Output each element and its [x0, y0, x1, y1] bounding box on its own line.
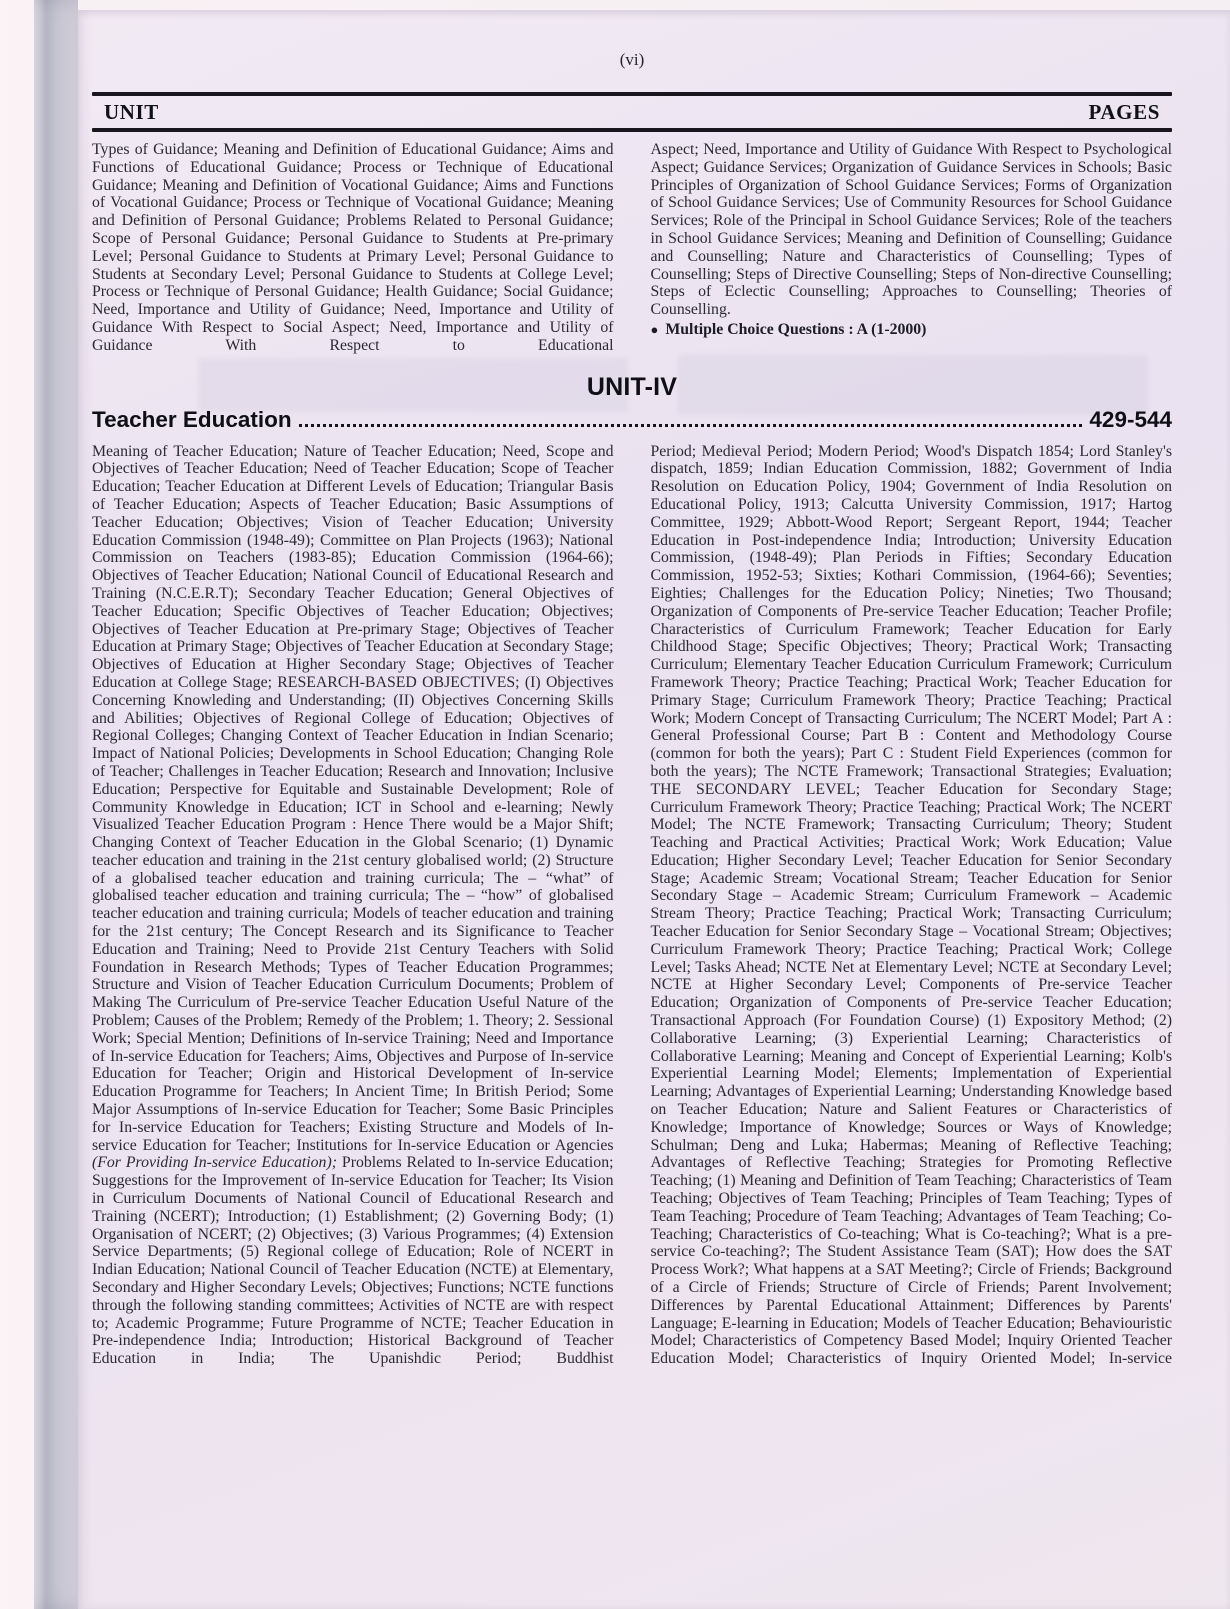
- mcq-line: [651, 321, 1173, 339]
- previous-unit-right-column: [651, 141, 1173, 355]
- previous-unit-left-column: [92, 141, 614, 355]
- entry-page-range: 429-544: [1089, 406, 1172, 432]
- bullet-icon: ●: [650, 321, 659, 337]
- unit-iv-right-text: Period; Medieval Period; Modern Period; Wood's Dispatch 1854; Lord Stanley's dispatch, 1859; Indian Education Commission, 1882; Government of India Resolution on Education Policy, 1904; Government of India Resolution on Educational Policy, 1913; Calcutta University Commission, 1917; Hartog Committee, 1929; Abbott-Wood Report; Sergeant Report, 1944; Teacher Education in Post-independence India; Introduction; University Education Commission, (1948-49); Plan Periods in Fifties; Secondary Education Commission, 1952-53; Sixties; Kothari Commission, (1964-66); Seventies; Eighties; Challenges for the Education Policy; Nineties; Two Thousand; Organization of Components of Pre-service Teacher Education; Teacher Profile; Characteristics of Curriculum Framework; Teacher Education for Early Childhood Stage; Specific Objectives; Theory; Practical Work; Transacting Curriculum; Elementary Teacher Education Curriculum Framework; Curriculum Framework Theory; Practice Teaching; Practical Work; Teacher Education for Primary Stage; Curriculum Framework Theory; Practice Teaching; Practical Work; Modern Concept of Transacting Curriculum; The NCERT Model; Part A : General Professional Course; Part B : Content and Methodology Course (common for both the years); Part C : Student Field Experiences (common for both the years); The NCTE Framework; Transactional Strategies; Evaluation; THE SECONDARY LEVEL; Teacher Education for Secondary Stage; Curriculum Framework Theory; Practice Teaching; Practical Work; The NCERT Model; The NCTE Framework; Transacting Curriculum; Theory; Student Teaching and Practical Activities; Practical Work; Work Education; Value Education; Higher Secondary Level; Teacher Education for Senior Secondary Stage; Academic Stream; Vocational Stream; Teacher Education for Senior Secondary Stage – Academic Stream; Curriculum Framework – Academic Stream Theory; Practice Teaching; Practical Work; Transacting Curriculum; Teacher Education for Senior Secondary Stage – Vocational Stream; Objectives; Curriculum Framework Theory; Practice Teaching; Practical Work; College Level; Tasks Ahead; NCTE Net at Elementary Level; NCTE at Secondary Level; NCTE at Higher Secondary Level; Components of Pre-service Teacher Education; Organization of Components of Pre-service Teacher Education; Transactional Approach (For Foundation Course) (1) Expository Method; (2) Collaborative Learning; (3) Experiential Learning; Characteristics of Collaborative Learning; Meaning and Concept of Experiential Learning; Kolb's Experiential Learning Model; Elements; Implementation of Experiential Learning; Advantages of Experiential Learning; Understanding Knowledge based on Teacher Education; Nature and Salient Features or Characteristics of Knowledge; Importance of Knowledge; Sources or Ways of Knowledge; Schulman; Deng and Luka; Habermas; Meaning of Reflective Teaching; Advantages of Reflective Teaching; Strategies for Promoting Reflective Teaching; (1) Meaning and Definition of Team Teaching; Characteristics of Team Teaching; Objectives of Team Teaching; Principles of Team Teaching; Types of Team Teaching; Procedure of Team Teaching; Advantages of Team Teaching; Co-Teaching; Characteristics of Co-teaching; What is Co-teaching?; What is a pre-service Co-teaching?; The Student Assistance Team (SAT); How does the SAT Process Work?; What happens at a SAT Meeting?; Circle of Friends; Background of a Circle of Friends; Structure of Circle of Friends; Parent Involvement; Differences by Parental Educational Attainment; Differences by Parents' Language; E-learning in Education; Models of Teacher Education; Behaviouristic Model; Characteristics of Competency Based Model; Inquiry Oriented Teacher Education Model; Characteristics of Inquiry Oriented Model; In-service: [650, 442, 1172, 1368]
- previous-unit-left-text: Types of Guidance; Meaning and Definition of Educational Guidance; Aims and Functions of Educational Guidance; Process or Technique of Educational Guidance; Meaning and Definition of Vocational Guidance; Aims and Functions of Vocational Guidance; Process or Technique of Vocational Guidance; Meaning and Definition of Personal Guidance; Problems Related to Personal Guidance; Scope of Personal Guidance; Personal Guidance to Students at Pre-primary Level; Personal Guidance to Students at Primary Level; Personal Guidance to Students at Secondary Level; Personal Guidance to Students at College Level; Process or Technique of Personal Guidance; Health Guidance; Social Guidance; Need, Importance and Utility of Guidance; Need, Importance and Utility of Guidance With Respect to Social Aspect; Need, Importance and Utility of Guidance With Respect to Educational: [92, 141, 614, 354]
- unit-iv-left-text-part1: Meaning of Teacher Education; Nature of Teacher Education; Need, Scope and Objectives of Teacher Education; Need of Teacher Education; Scope of Teacher Education; Teacher Education at Different Levels of Education; Triangular Basis of Teacher Education; Aspects of Teacher Education; Basic Assumptions of Teacher Education; Objectives; Vision of Teacher Education; University Education Commission (1948-49); Committee on Plan Projects (1963); National Commission on Teachers (1983-85); Education Commission (1964-66); Objectives of Teacher Education; National Council of Educational Research and Training (N.C.E.R.T); Secondary Teacher Education; General Objectives of Teacher Education; Specific Objectives of Teacher Education; Objectives; Objectives of Teacher Education at Pre-primary Stage; Objectives of Teacher Education at Primary Stage; Objectives of Teacher Education at Secondary Stage; Objectives of Education at Higher Secondary Stage; Objectives of Teacher Education at College Stage; RESEARCH-BASED OBJECTIVES; (I) Objectives Concerning Knowleding and Understanding; (II) Objectives Concerning Skills and Abilities; Objectives of Regional College of Education; Objectives of Regional Colleges; Changing Context of Teacher Education in Indian Scenario; Impact of National Policies; Developments in School Education; Changing Role of Teacher; Challenges in Teacher Education; Research and Innovation; Inclusive Education; Perspective for Equitable and Sustainable Development; Role of Community Knowledge in Education; ICT in School and e-learning; Newly Visualized Teacher Education Program : Hence There would be a Major Shift; Changing Context of Teacher Education in the Global Scenario; (1) Dynamic teacher education and training in the 21st century globalised world; (2) Structure of a globalised teacher education and training curricula; The – “what” of globalised teacher education and training curricula; The – “how” of globalised teacher education and training curricula; Models of teacher education and training for the 21st century; The Concept Research and its Significance to Teacher Education and Training; Need to Provide 21st Century Teachers with Solid Foundation in Research Methods; Types of Teacher Education Programmes; Structure and Vision of Teacher Education Curriculum Documents; Problem of Making The Curriculum of Pre-service Teacher Education Useful Nature of the Problem; Causes of the Problem; Remedy of the Problem; 1. Theory; 2. Sessional Work; Special Mention; Definitions of In-service Training; Need and Importance of In-service Education for Teachers; Aims, Objectives and Purpose of In-service Education for Teacher; Origin and Historical Development of In-service Education Programme for Teachers; In Ancient Time; In British Period; Some Major Assumptions of In-service Education for Teacher; Some Basic Principles for In-service Education for Teachers; Existing Structure and Models of In-service Education for Teacher; Institutions for In-service Education or Agencies: [92, 442, 614, 1154]
- header-rule-bottom: [92, 128, 1172, 132]
- toc-header-row: [92, 96, 1172, 128]
- unit-iv-left-text-part2: Problems Related to In-service Education; Suggestions for the Improvement of In-service Education for Teacher; Its Vision in Curriculum Documents of National Council of Educational Research and Training (NCERT); Introduction; (1) Establishment; (2) Governing Body; (1) Organisation of NCERT; (2) Objectives; (3) Various Programmes; (4) Extension Service Departments; (5) Regional college of Education; Role of NCERT in Indian Education; National Council of Teacher Education (NCTE) at Elementary, Secondary and Higher Secondary Levels; Objectives; Functions; NCTE functions through the following standing committees; Activities of NCTE are with respect to; Academic Programme; Future Programme of NCTE; Teacher Education in Pre-independence India; Introduction; Historical Background of Teacher Education in India; The Upanishdic Period; Buddhist: [92, 1154, 614, 1368]
- unit-iv-heading: UNIT-IV: [586, 372, 678, 401]
- unit-column-heading: UNIT: [104, 100, 159, 124]
- mcq-text: Multiple Choice Questions : A (1-2000): [665, 320, 927, 338]
- pages-column-heading: PAGES: [1088, 100, 1160, 124]
- unit-iv-right-column: [651, 443, 1173, 1368]
- dotted-leader: [299, 424, 1083, 427]
- book-gutter-shadow: [34, 0, 78, 1609]
- page-number: (vi): [619, 50, 645, 69]
- unit-iv-left-column: [92, 443, 614, 1368]
- unit-iv-left-text-italic: (For Providing In-service Education);: [92, 1154, 337, 1172]
- unit-iv-topics: [92, 443, 1172, 1368]
- previous-unit-topics: [92, 141, 1172, 355]
- entry-title: Teacher Education: [92, 406, 292, 432]
- page-content: [92, 50, 1172, 1368]
- toc-page: [78, 10, 1230, 1609]
- unit-iv-toc-entry: [92, 406, 1172, 434]
- previous-unit-right-text: Aspect; Need, Importance and Utility of Guidance With Respect to Psychological Aspect; Guidance Services; Organization of Guidance Services in Schools; Basic Principles of Organization of School Guidance Services; Forms of Organization of School Guidance Services; Use of Community Resources for School Guidance Services; Role of the Principal in School Guidance Services; Role of the teachers in School Guidance Services; Meaning and Definition of Counselling; Guidance and Counselling; Nature and Characteristics of Counselling; Types of Counselling; Steps of Directive Counselling; Steps of Non-directive Counselling; Steps of Eclectic Counselling; Approaches to Counselling; Theories of Counselling.: [650, 141, 1172, 319]
- unit-iv-left-text: [92, 443, 614, 1368]
